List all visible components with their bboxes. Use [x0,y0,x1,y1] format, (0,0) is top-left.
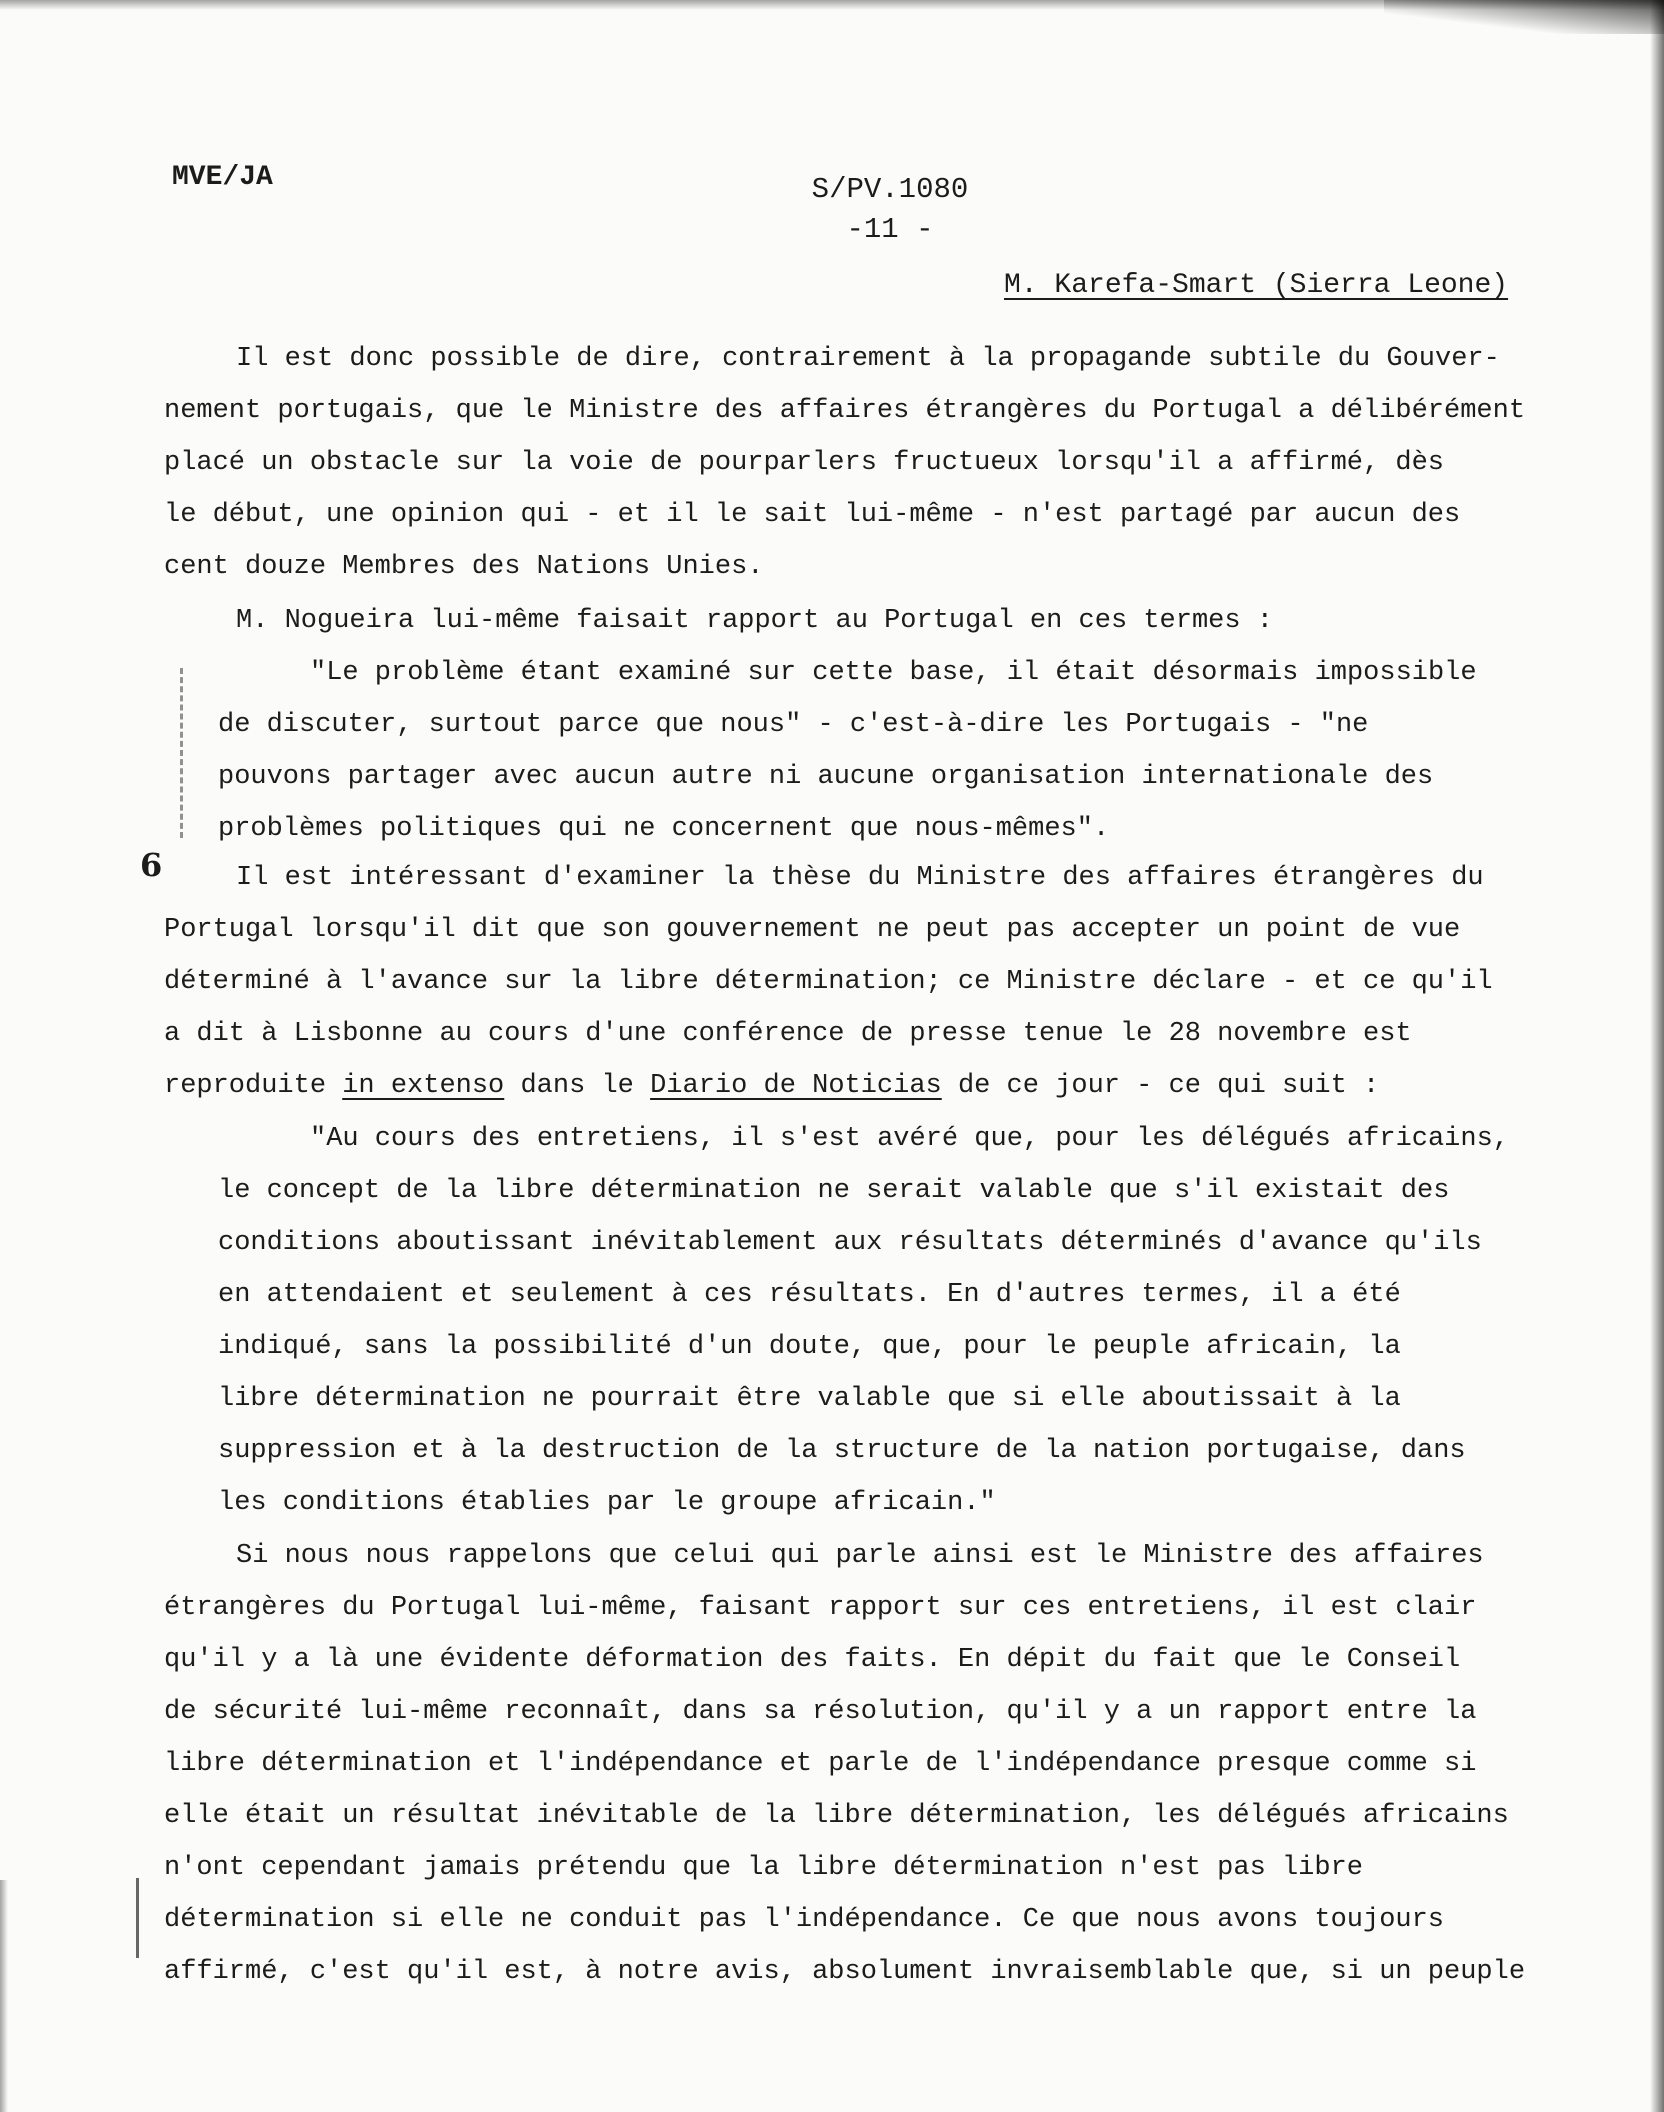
text-line: déterminé à l'avance sur la libre détermination; ce Ministre déclare - et ce qu'il [164,967,1493,997]
scan-shadow-left [0,1880,8,2112]
underlined-term: in extenso [342,1071,505,1101]
text-line: indiqué, sans la possibilité d'un doute, que, pour le peuple africain, la [218,1332,1401,1362]
text-line: libre détermination ne pourrait être valable que si elle aboutissait à la [218,1384,1401,1414]
text-line: "Au cours des entretiens, il s'est avéré que, pour les délégués africains, [310,1124,1509,1154]
page-number: -11 - [846,213,934,246]
text-segment: reproduite [164,1071,343,1101]
reference-code: MVE/JA [172,162,273,193]
text-line: n'ont cependant jamais prétendu que la libre détermination n'est pas libre [164,1853,1363,1883]
newspaper-title: Diario de Noticias [650,1071,942,1101]
text-line: cent douze Membres des Nations Unies. [164,552,764,582]
text-line: en attendaient et seulement à ces résultats. En d'autres termes, il a été [218,1280,1401,1310]
scan-shadow-corner [1384,0,1664,34]
text-line: de sécurité lui-même reconnaît, dans sa résolution, qu'il y a un rapport entre la [164,1697,1477,1727]
text-line: Il est intéressant d'examiner la thèse du Ministre des affaires étrangères du [236,863,1484,893]
text-line: suppression et à la destruction de la structure de la nation portugaise, dans [218,1436,1466,1466]
paragraph-1 [164,333,1564,593]
paragraph-3 [164,852,1564,1112]
text-line: nement portugais, que le Ministre des affaires étrangères du Portugal a délibérément [164,396,1526,426]
text-line: problèmes politiques qui ne concernent que nous-mêmes". [218,814,1110,844]
text-line: étrangères du Portugal lui-même, faisant rapport sur ces entretiens, il est clair [164,1593,1477,1623]
margin-annotation-line [136,1878,143,1958]
text-line: qu'il y a là une évidente déformation des faits. En dépit du fait que le Conseil [164,1645,1461,1675]
text-line: détermination si elle ne conduit pas l'indépendance. Ce que nous avons toujours [164,1905,1445,1935]
text-line-citation [164,1060,1564,1112]
text-line: les conditions établies par le groupe africain." [218,1488,996,1518]
text-line: a dit à Lisbonne au cours d'une conférence de presse tenue le 28 novembre est [164,1019,1412,1049]
text-segment: dans le [504,1071,651,1101]
text-line: Il est donc possible de dire, contrairement à la propagande subtile du Gouver- [236,344,1500,374]
quote-1 [164,647,1564,855]
scan-shadow-right [1650,0,1664,2112]
text-line: de discuter, surtout parce que nous" - c'est-à-dire les Portugais - "ne [218,710,1369,740]
speaker-heading: M. Karefa-Smart (Sierra Leone) [1004,270,1509,301]
text-line: M. Nogueira lui-même faisait rapport au Portugal en ces termes : [236,606,1273,636]
text-line: elle était un résultat inévitable de la libre détermination, les délégués africains [164,1801,1509,1831]
text-line: libre détermination et l'indépendance et parle de l'indépendance presque comme si [164,1749,1477,1779]
text-line: le début, une opinion qui - et il le sait lui-même - n'est partagé par aucun des [164,500,1461,530]
text-line: affirmé, c'est qu'il est, à notre avis, absolument invraisemblable que, si un peuple [164,1957,1526,1987]
text-line: le concept de la libre détermination ne serait valable que s'il existait des [218,1176,1450,1206]
text-line: "Le problème étant examiné sur cette base, il était désormais impossible [310,658,1477,688]
quote-2 [164,1113,1564,1529]
text-line: pouvons partager avec aucun autre ni aucune organisation internationale des [218,762,1434,792]
text-line: placé un obstacle sur la voie de pourparlers fructueux lorsqu'il a affirmé, dès [164,448,1445,478]
text-segment: de ce jour - ce qui suit : [941,1071,1380,1101]
document-symbol-block [780,170,1000,250]
text-line: conditions aboutissant inévitablement aux résultats déterminés d'avance qu'ils [218,1228,1482,1258]
margin-handwritten-mark: 6 [140,846,163,884]
paragraph-2 [164,595,1564,647]
document-symbol: S/PV.1080 [811,173,969,206]
paragraph-4 [164,1530,1564,1998]
text-line: Portugal lorsqu'il dit que son gouvernement ne peut pas accepter un point de vue [164,915,1461,945]
text-line: Si nous nous rappelons que celui qui parle ainsi est le Ministre des affaires [236,1541,1484,1571]
